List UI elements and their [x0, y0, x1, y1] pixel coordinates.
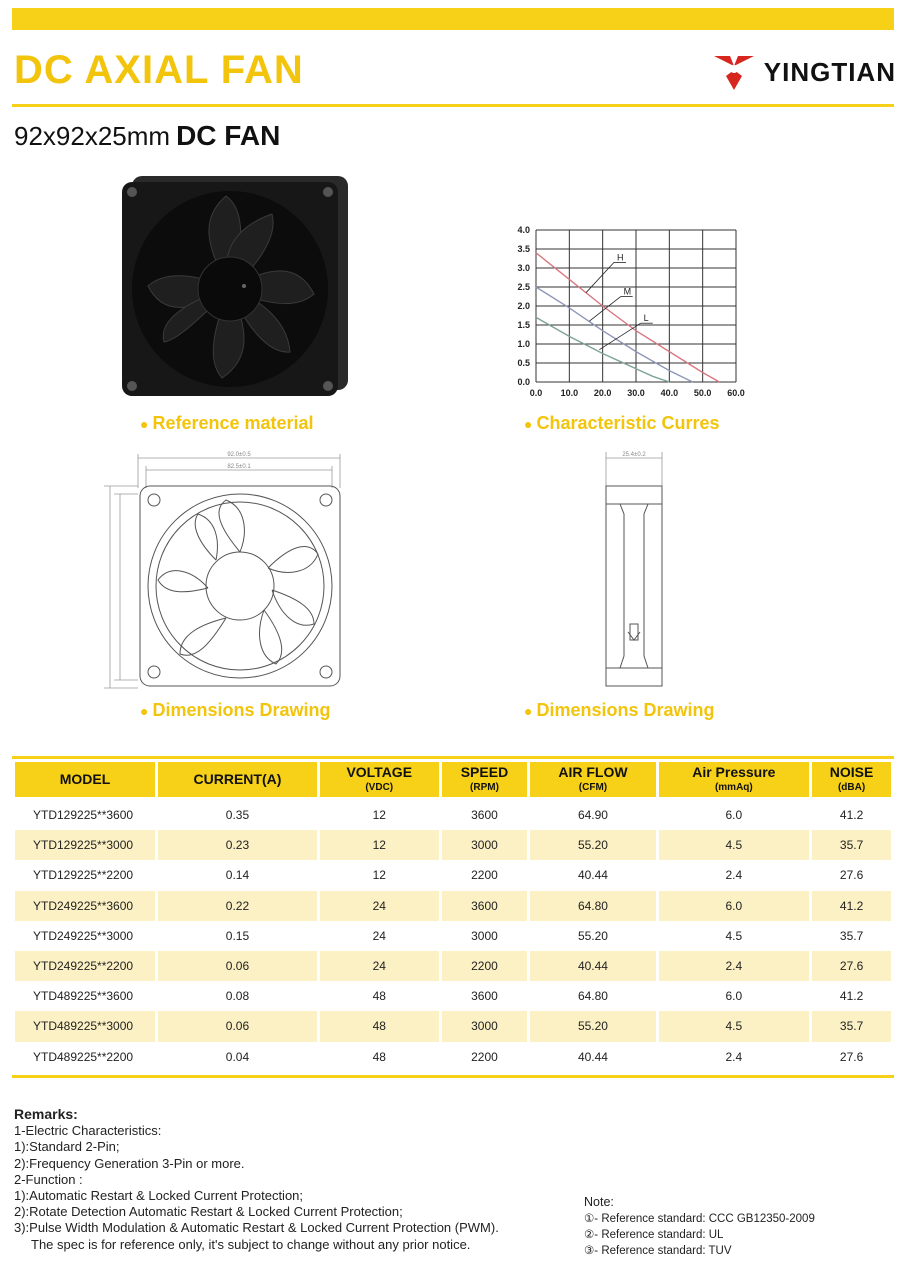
- cell-noise: 27.6: [839, 1049, 864, 1064]
- cell-speed: 3600: [442, 891, 528, 921]
- cell-voltage: 24: [320, 951, 439, 981]
- cell-current: 0.22: [158, 891, 317, 921]
- col-header-air-pressure: Air Pressure (mmAq): [659, 762, 810, 800]
- title-divider: [12, 104, 894, 107]
- cell-noise: 27.6: [839, 868, 864, 883]
- remark-line: 2):Frequency Generation 3-Pin or more.: [14, 1155, 245, 1171]
- cell-speed: 3600: [471, 808, 498, 823]
- dimensions-front-drawing: [100, 448, 350, 696]
- cell-current: 0.04: [225, 1049, 250, 1064]
- y-tick-label: 0.0: [517, 377, 530, 387]
- cell-voltage: 48: [372, 989, 386, 1004]
- cell-model: YTD129225**3000: [15, 830, 155, 860]
- dimensions-side-drawing: [590, 448, 680, 696]
- fan-photo: [118, 170, 354, 402]
- y-tick-label: 1.0: [517, 339, 530, 349]
- note-item: ③- Reference standard: TUV: [584, 1245, 732, 1257]
- cell-air-pressure: 2.4: [659, 951, 810, 981]
- col-header-noise: NOISE (dBA): [812, 762, 891, 800]
- remark-line: 3):Pulse Width Modulation & Automatic Restart & Locked Current Protection (PWM).: [14, 1220, 499, 1236]
- cell-voltage: 12: [372, 868, 386, 883]
- cell-noise: 35.7: [839, 928, 864, 943]
- characteristic-chart: [500, 218, 770, 408]
- x-tick-label: 40.0: [660, 388, 679, 398]
- cell-speed: 3000: [442, 1011, 528, 1041]
- cell-model: YTD489225**2200: [33, 1049, 134, 1064]
- series-label-h: H: [617, 252, 624, 263]
- cell-air-pressure: 4.5: [725, 928, 743, 943]
- cell-air-pressure: 6.0: [659, 891, 810, 921]
- top-accent-bar: [12, 8, 894, 30]
- bullet-icon: ●: [140, 703, 149, 719]
- col-header-model: MODEL: [15, 762, 155, 800]
- remarks-title: Remarks:: [14, 1106, 78, 1122]
- cell-airflow: 40.44: [577, 1049, 608, 1064]
- product-type: DC FAN: [176, 120, 281, 151]
- note-section: [584, 1194, 815, 1259]
- cell-noise: 41.2: [839, 808, 864, 823]
- product-size: 92x92x25mm: [14, 121, 171, 151]
- table-row: [15, 951, 891, 981]
- table-top-rule: [12, 756, 894, 759]
- cell-airflow: 64.80: [577, 989, 608, 1004]
- cell-voltage: 48: [372, 1049, 386, 1064]
- cell-model: YTD489225**3600: [33, 989, 134, 1004]
- dim-inner-width: 82.5±0.1: [227, 464, 251, 470]
- y-tick-label: 2.0: [517, 301, 530, 311]
- cell-air-pressure: 4.5: [659, 830, 810, 860]
- col-header-current: CURRENT(A): [158, 762, 317, 800]
- cell-speed: 2200: [471, 1049, 498, 1064]
- x-tick-label: 10.0: [560, 388, 579, 398]
- cell-current: 0.35: [225, 808, 250, 823]
- cell-air-pressure: 2.4: [725, 1049, 743, 1064]
- cell-current: 0.08: [225, 989, 250, 1004]
- table-row: [15, 800, 891, 830]
- col-header-speed: SPEED (RPM): [442, 762, 528, 800]
- cell-current: 0.14: [225, 868, 250, 883]
- disclaimer-text: The spec is for reference only, it's subject to change without any prior notice.: [31, 1236, 471, 1252]
- cell-noise: 41.2: [839, 989, 864, 1004]
- spec-table: [12, 762, 894, 1072]
- cell-speed: 2200: [442, 951, 528, 981]
- cell-voltage: 24: [320, 891, 439, 921]
- cell-current: 0.06: [158, 1011, 317, 1041]
- cell-current: 0.06: [158, 951, 317, 981]
- col-header-voltage: VOLTAGE (VDC): [320, 762, 439, 800]
- cell-airflow: 55.20: [577, 928, 608, 943]
- y-tick-label: 1.5: [517, 320, 530, 330]
- cell-noise: 27.6: [812, 951, 891, 981]
- caption-dimensions-side: ● Dimensions Drawing: [524, 700, 715, 720]
- x-tick-label: 0.0: [529, 388, 543, 398]
- series-label-l: L: [643, 313, 649, 324]
- y-tick-label: 0.5: [517, 358, 530, 368]
- y-tick-label: 3.0: [517, 263, 530, 273]
- table-row: [15, 1042, 891, 1072]
- note-item: ①- Reference standard: CCC GB12350-2009: [584, 1213, 815, 1225]
- cell-airflow: 55.20: [530, 830, 655, 860]
- remark-line: 1-Electric Characteristics:: [14, 1123, 162, 1139]
- x-tick-label: 30.0: [627, 388, 645, 398]
- cell-current: 0.23: [158, 830, 317, 860]
- remark-line: 1):Standard 2-Pin;: [14, 1139, 120, 1155]
- yingtian-logo-icon: [712, 52, 756, 92]
- cell-airflow: 64.90: [577, 808, 608, 823]
- caption-reference-material: ● Reference material: [140, 413, 314, 433]
- cell-airflow: 64.80: [530, 891, 655, 921]
- brand-logo: [712, 52, 896, 92]
- cell-speed: 3000: [471, 928, 498, 943]
- series-pointer: [589, 297, 620, 322]
- caption-characteristic-curves: ● Characteristic Curres: [524, 413, 720, 433]
- cell-voltage: 48: [320, 1011, 439, 1041]
- dim-depth: 25.4±0.2: [622, 452, 646, 458]
- table-row: [15, 830, 891, 860]
- cell-air-pressure: 4.5: [659, 1011, 810, 1041]
- table-row: [15, 891, 891, 921]
- cell-voltage: 24: [372, 928, 386, 943]
- cell-speed: 3600: [471, 989, 498, 1004]
- cell-speed: 2200: [471, 868, 498, 883]
- remark-line: 2):Rotate Detection Automatic Restart & Locked Current Protection;: [14, 1204, 403, 1220]
- cell-model: YTD249225**3600: [15, 891, 155, 921]
- cell-model: YTD249225**3000: [33, 928, 134, 943]
- series-pointer: [586, 262, 614, 292]
- y-tick-label: 4.0: [517, 225, 530, 235]
- cell-speed: 3000: [442, 830, 528, 860]
- table-row: [15, 1011, 891, 1041]
- cell-model: YTD489225**3000: [15, 1011, 155, 1041]
- brand-name: YINGTIAN: [763, 56, 896, 87]
- table-row: [15, 921, 891, 951]
- x-tick-label: 20.0: [593, 388, 612, 398]
- caption-dimensions-front: ● Dimensions Drawing: [140, 700, 331, 720]
- col-header-airflow: AIR FLOW (CFM): [530, 762, 655, 800]
- y-tick-label: 3.5: [517, 244, 530, 254]
- remark-line: 2-Function :: [14, 1171, 83, 1187]
- cell-model: YTD129225**2200: [33, 868, 134, 883]
- cell-airflow: 40.44: [577, 868, 608, 883]
- bullet-icon: ●: [524, 416, 533, 432]
- cell-noise: 41.2: [812, 891, 891, 921]
- cell-model: YTD249225**2200: [15, 951, 155, 981]
- dim-outer-width: 92.0±0.5: [227, 452, 251, 458]
- table-row: [15, 860, 891, 890]
- cell-airflow: 55.20: [530, 1011, 655, 1041]
- table-header-row: [15, 762, 891, 800]
- cell-airflow: 40.44: [530, 951, 655, 981]
- bullet-icon: ●: [140, 416, 149, 432]
- cell-noise: 35.7: [812, 830, 891, 860]
- remarks-section: [14, 1106, 499, 1253]
- cell-voltage: 12: [320, 830, 439, 860]
- cell-current: 0.15: [225, 928, 250, 943]
- cell-air-pressure: 2.4: [725, 868, 743, 883]
- page-title: DC AXIAL FAN: [14, 48, 304, 92]
- cell-air-pressure: 6.0: [725, 989, 743, 1004]
- x-tick-label: 50.0: [693, 388, 712, 398]
- note-title: Note:: [584, 1195, 614, 1209]
- bullet-icon: ●: [524, 703, 533, 719]
- table-bottom-rule: [12, 1075, 894, 1078]
- table-row: [15, 981, 891, 1011]
- y-tick-label: 2.5: [517, 282, 530, 292]
- cell-noise: 35.7: [812, 1011, 891, 1041]
- series-pointer: [599, 323, 640, 350]
- product-subtitle: [14, 120, 280, 152]
- cell-air-pressure: 6.0: [725, 808, 743, 823]
- x-tick-label: 60.0: [727, 388, 745, 398]
- cell-model: YTD129225**3600: [33, 808, 134, 823]
- note-item: ②- Reference standard: UL: [584, 1229, 724, 1241]
- cell-voltage: 12: [372, 808, 386, 823]
- remark-line: 1):Automatic Restart & Locked Current Protection;: [14, 1188, 304, 1204]
- series-label-m: M: [623, 286, 632, 297]
